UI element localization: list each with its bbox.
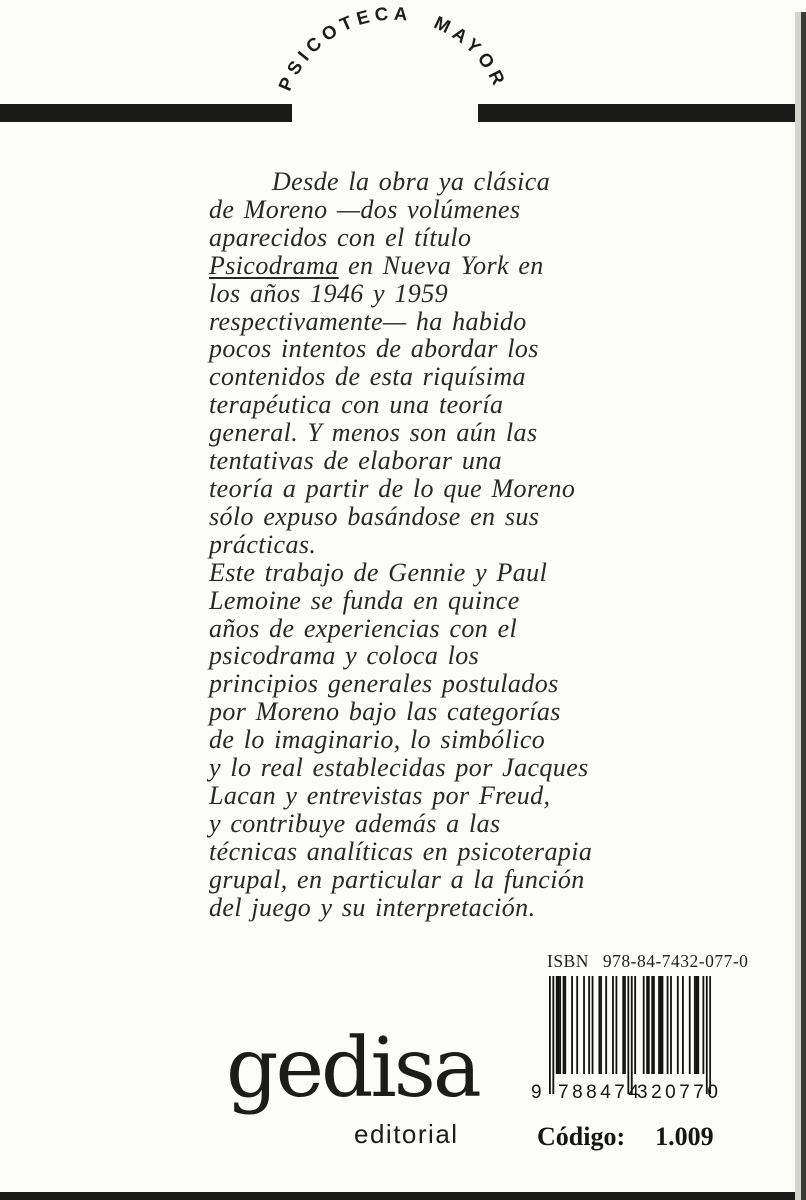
body-line: sólo expuso basándose en sus <box>209 501 540 531</box>
body-line: principios generales postulados <box>209 669 559 699</box>
bottom-rule <box>0 1192 806 1200</box>
barcode <box>531 976 722 1103</box>
body-line: pocos intentos de abordar los <box>209 334 539 364</box>
barcode-digits-right: 320770 <box>637 1082 722 1103</box>
body-line: Lemoine se funda en quince <box>209 585 520 615</box>
underlined-book-title: Psicodrama <box>209 250 339 280</box>
body-line: tentativas de elaborar una <box>209 446 503 476</box>
body-line: Desde la obra ya clásica <box>272 167 551 196</box>
publisher-tagline: editorial <box>354 1119 459 1149</box>
barcode-bars <box>549 976 711 1094</box>
series-title: PSICOTECA MAYOR <box>273 2 510 94</box>
body-line: Este trabajo de Gennie y Paul <box>209 557 548 587</box>
body-line: respectivamente— ha habido <box>209 306 527 336</box>
body-line: contenidos de esta riquísima <box>209 362 526 392</box>
body-line: grupal, en particular a la función <box>209 864 585 894</box>
isbn-line <box>547 951 748 972</box>
body-line: Psicodrama en Nueva York en <box>209 250 544 280</box>
body-line: por Moreno bajo las categorías <box>209 697 561 727</box>
price-code-label: Código: <box>537 1122 626 1151</box>
body-line: años de experiencias con el <box>209 613 518 643</box>
body-line: aparecidos con el título <box>209 222 472 252</box>
body-line: de lo imaginario, lo simbólico <box>209 725 546 755</box>
body-line: los años 1946 y 1959 <box>209 278 448 308</box>
barcode-digits-left: 788474 <box>558 1082 643 1103</box>
body-line: psicodrama y coloca los <box>209 641 480 671</box>
price-code-value: 1.009 <box>655 1122 714 1151</box>
body-line: general. Y menos son aún las <box>209 418 538 448</box>
isbn-number: 978-84-7432-077-0 <box>602 951 749 971</box>
top-rule-left <box>0 104 292 122</box>
body-line: y lo real establecidas por Jacques <box>209 753 589 783</box>
body-line: teoría a partir de lo que Moreno <box>209 473 576 503</box>
page-edge <box>801 12 806 1200</box>
body-line: terapéutica con una teoría <box>209 390 504 420</box>
top-rule-right <box>478 104 800 122</box>
body-line: de Moreno —dos volúmenes <box>209 194 521 224</box>
body-line: del juego y su interpretación. <box>209 892 536 922</box>
price-code <box>537 1122 714 1152</box>
barcode-digit-lead: 9 <box>531 1082 542 1103</box>
body-line: Lacan y entrevistas por Freud, <box>209 780 551 810</box>
back-cover-text <box>209 168 592 921</box>
body-line: técnicas analíticas en psicoterapia <box>209 836 593 866</box>
body-line: prácticas. <box>209 529 317 559</box>
isbn-label: ISBN <box>547 951 589 971</box>
publisher-logo: gedisa <box>226 1021 479 1116</box>
body-line: y contribuye además a las <box>209 808 501 838</box>
